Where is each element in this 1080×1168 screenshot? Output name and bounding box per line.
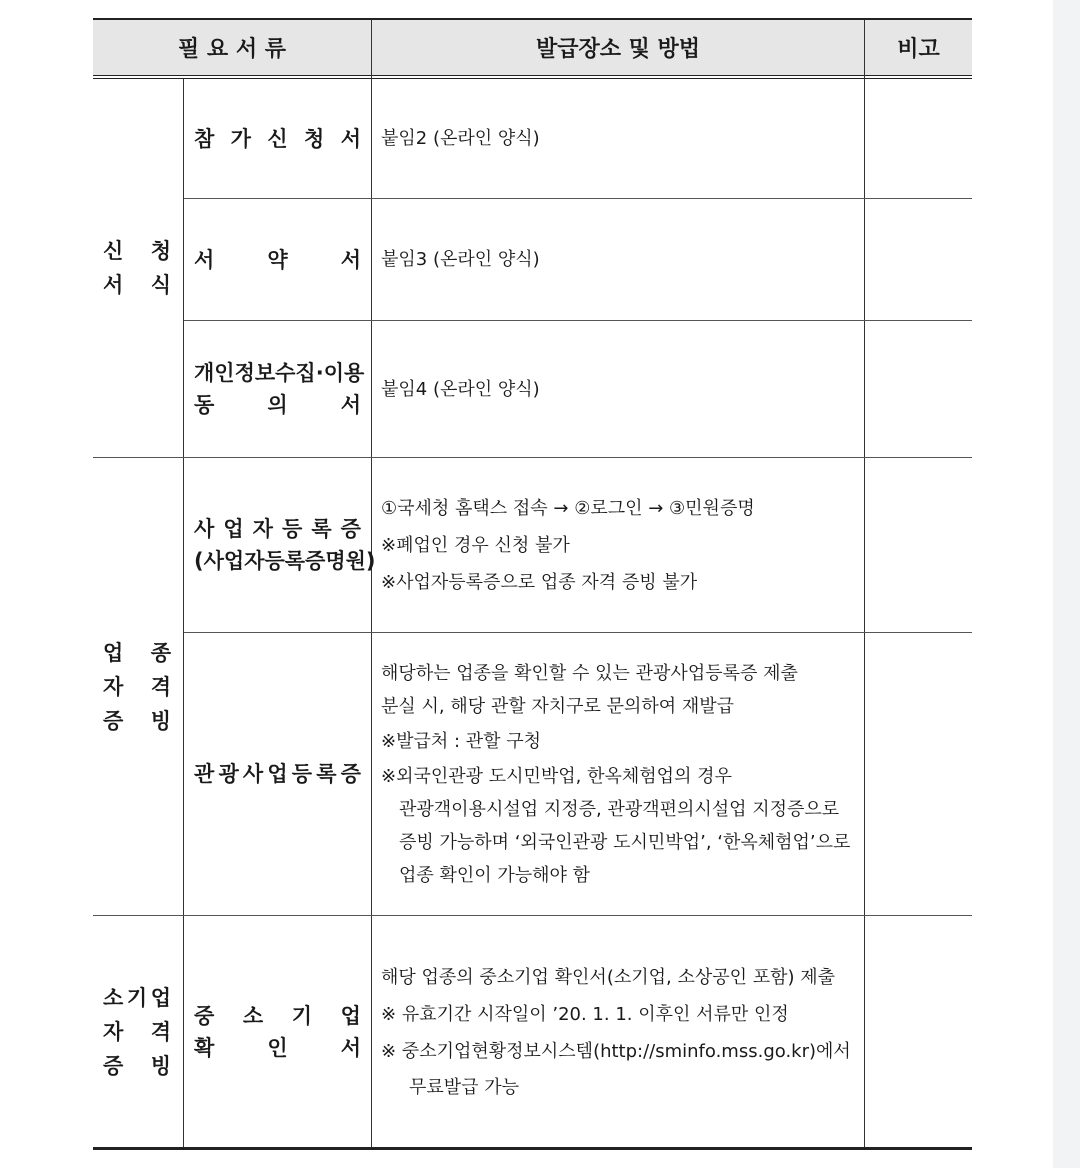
- doc-pledge: 서 약 서: [194, 247, 361, 272]
- method-tourism-registration: 해당하는 업종을 확인할 수 있는 관광사업등록증 제출 분실 시, 해당 관할 자치구로 문의하여 재발급 ※발급처 : 관할 구청 ※외국인관광 도시민박업, 한옥체험업의 경우 관광객이용시설업 지정증, 관광객편의시설업 지정증으로 증빙 가능하며 ‘외국인관광 도시민박업’, ‘한옥체험업’으로 업종 확인이 가능해야 함: [381, 662, 851, 886]
- header-required-docs: 필 요 서 류: [93, 20, 371, 75]
- group-sme-proof: 소 기 업 자 격 증 빙: [103, 985, 171, 1078]
- method-business-registration: ①국세청 홈택스 접속 → ②로그인 → ③민원증명 ※폐업인 경우 신청 불가 ※사업자등록증으로 업종 자격 증빙 불가: [381, 497, 755, 593]
- doc-application-form: 참 가 신 청 서: [194, 126, 361, 151]
- header-remarks: 비고: [865, 20, 972, 75]
- method-privacy-consent: 붙임4 (온라인 양식): [381, 378, 540, 400]
- doc-privacy-consent: 개인정보수집·이용 동 의 서: [194, 361, 365, 417]
- doc-sme-confirmation: 중 소 기 업 확 인 서: [194, 1003, 361, 1060]
- column-divider: [864, 20, 865, 1148]
- table-bottom-border: [93, 1147, 972, 1150]
- column-divider: [371, 20, 372, 1148]
- header-issue-method: 발급장소 및 방법: [372, 20, 864, 75]
- group-application-forms: 신 청 서 식: [103, 239, 171, 297]
- doc-business-registration: 사 업 자 등 록 증 (사업자등록증명원): [194, 517, 376, 573]
- doc-tourism-registration: 관 광 사 업 등 록 증: [194, 762, 361, 786]
- method-application-form: 붙임2 (온라인 양식): [381, 128, 540, 149]
- method-sme-confirmation: 해당 업종의 중소기업 확인서(소기업, 소상공인 포함) 제출 ※ 유효기간 시작일이 ’20. 1. 1. 이후인 서류만 인정 ※ 중소기업현황정보시스템(http://sminfo.mss.go.kr)에서 무료발급 가능: [381, 966, 851, 1098]
- page-scrollbar[interactable]: [1053, 0, 1080, 1168]
- method-pledge: 붙임3 (온라인 양식): [381, 249, 540, 270]
- group-industry-proof: 업 종 자 격 증 빙: [103, 640, 171, 733]
